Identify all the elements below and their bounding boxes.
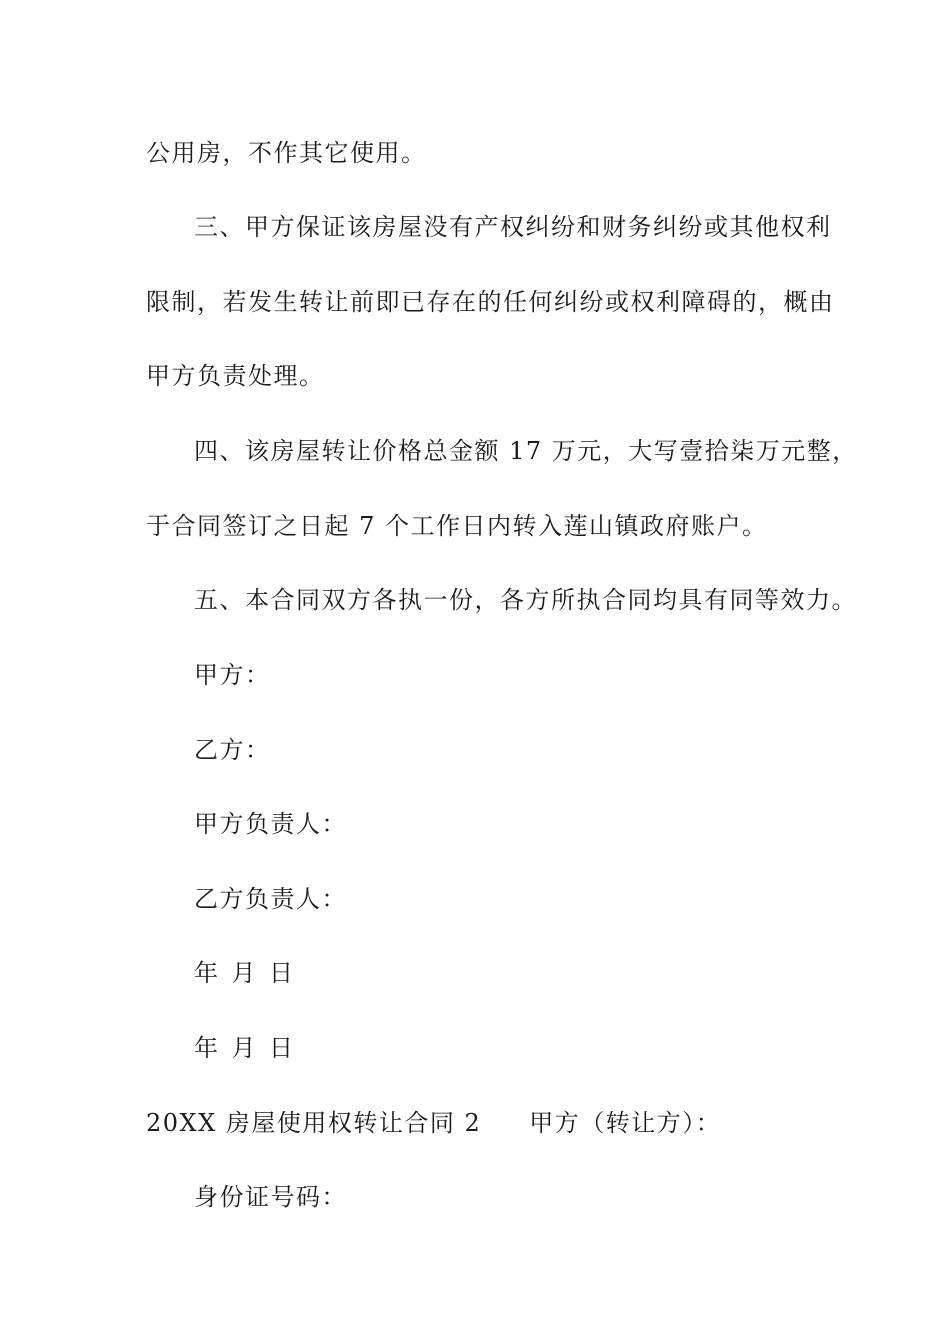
date-line-party-b — [194, 1033, 295, 1063]
clause-three-line-1: 三、甲方保证该房屋没有产权纠纷和财务纠纷或其他权利 — [194, 213, 832, 241]
party-a-representative-label: 甲方负责人： — [194, 810, 347, 838]
clause-four-line-2: 于合同签订之日起 7 个工作日内转入莲山镇政府账户。 — [146, 512, 768, 540]
date-month-label: 月 — [231, 1034, 257, 1062]
clause-three-line-2: 限制，若发生转让前即已存在的任何纠纷或权利障碍的，概由 — [146, 288, 835, 316]
date-day-label: 日 — [269, 1034, 295, 1062]
clause-five-line: 五、本合同双方各执一份，各方所执合同均具有同等效力。 — [194, 586, 857, 614]
date-year-label: 年 — [194, 959, 220, 987]
next-contract-heading — [146, 1108, 721, 1138]
date-day-label: 日 — [269, 959, 295, 987]
id-number-label: 身份证号码： — [194, 1183, 347, 1211]
transferor-label: 甲方（转让方）： — [529, 1109, 722, 1137]
date-year-label: 年 — [194, 1034, 220, 1062]
clause-four-line-1: 四、该房屋转让价格总金额 17 万元，大写壹拾柒万元整， — [194, 437, 858, 465]
party-b-representative-label: 乙方负责人： — [194, 885, 347, 913]
date-line-party-a — [194, 958, 295, 988]
paragraph-line: 公用房，不作其它使用。 — [146, 139, 427, 167]
clause-three-line-3: 甲方负责处理。 — [146, 362, 325, 390]
party-b-signature-label: 乙方： — [194, 736, 271, 764]
party-a-signature-label: 甲方： — [194, 661, 271, 689]
date-month-label: 月 — [231, 959, 257, 987]
next-contract-title: 20XX 房屋使用权转让合同 2 — [146, 1109, 482, 1137]
